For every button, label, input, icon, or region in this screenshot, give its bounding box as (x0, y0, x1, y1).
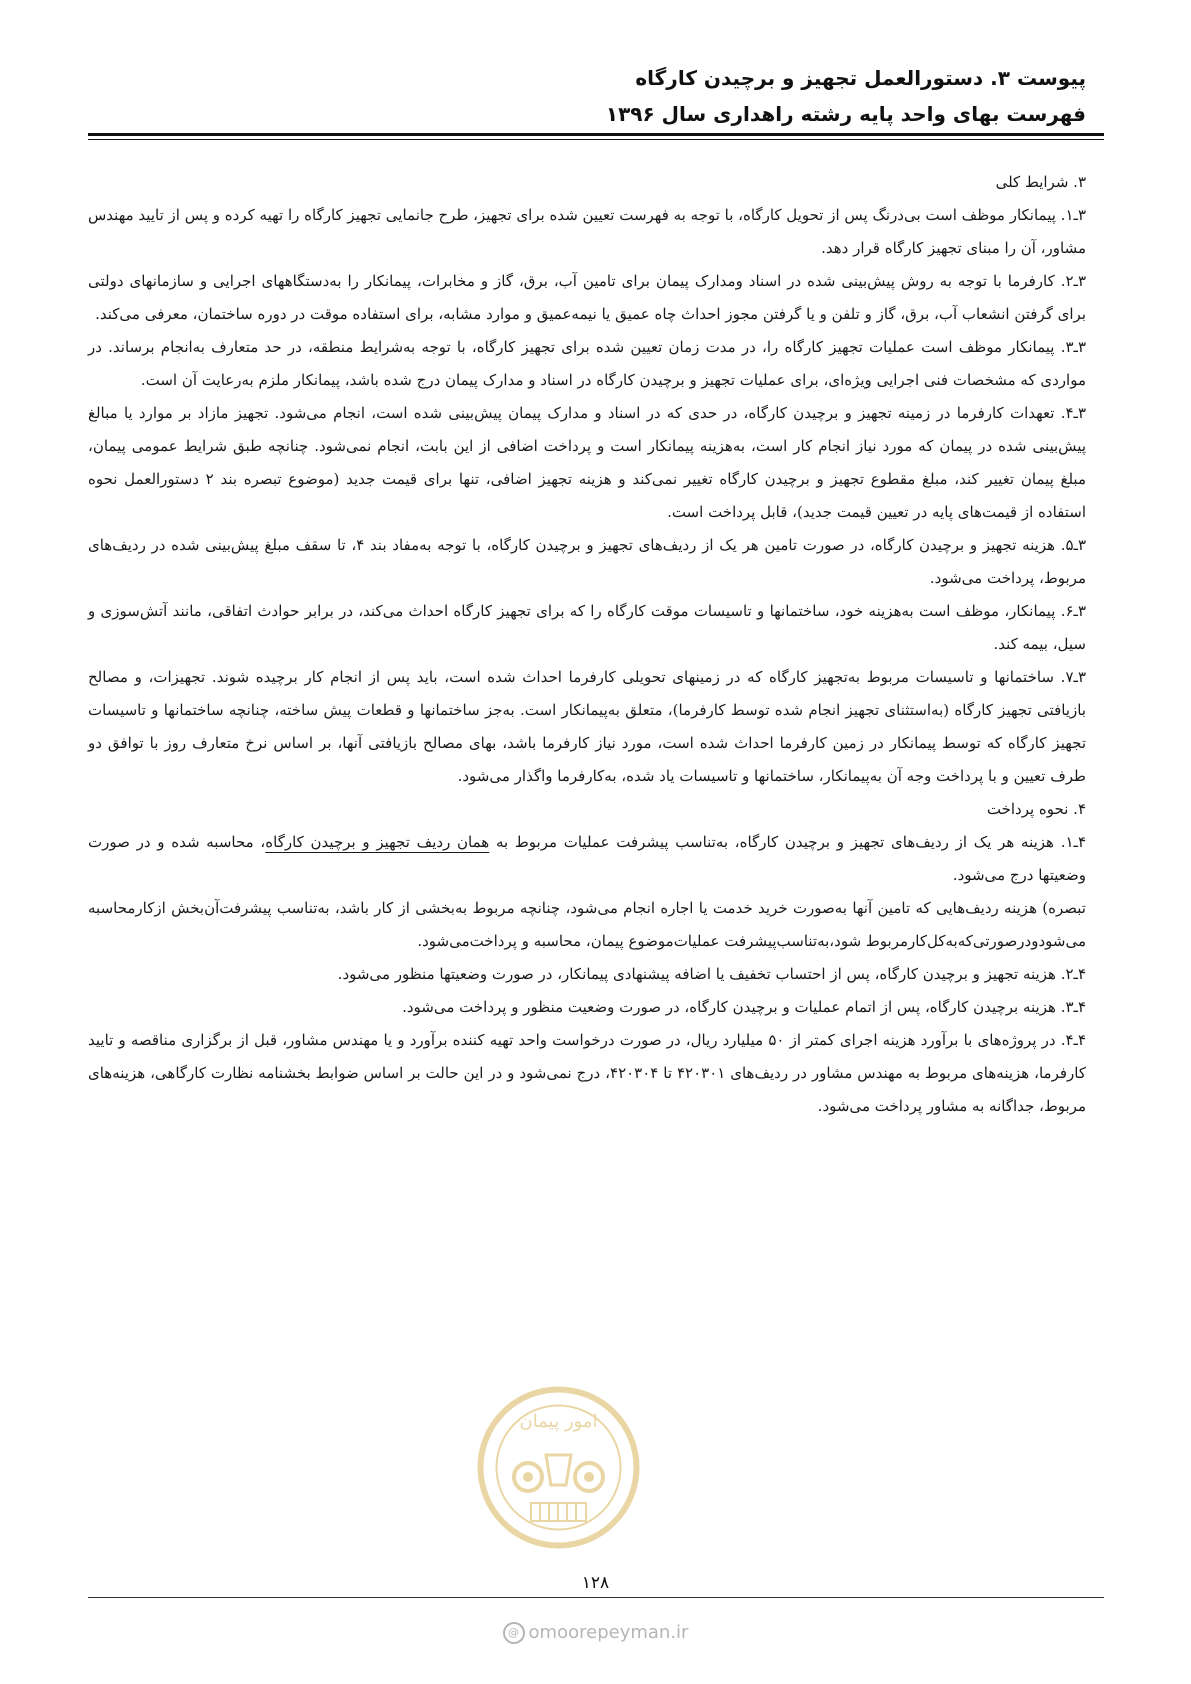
section-3-heading: ۳. شرایط کلی (995, 173, 1086, 191)
header-title-pricelist: فهرست بهای واحد پایه رشته راهداری سال ۱۳۹۶ (605, 102, 1086, 126)
paragraph-3-2: ۳ـ۲. کارفرما با توجه به روش پیش‌بینی شده در اسناد ومدارک پیمان برای تامین آب، برق، گاز و مخابرات، پیمانکار را به‌دستگاههای اجرایی و سازمانهای دولتی برای گرفتن انشعاب آب، برق، گاز و تلفن و یا گرفتن مجوز احداث چاه عمیق یا نیمه‌عمیق و موارد مشابه، برای استفاده موقت در دوره ساختمان، معرفی می‌کند. (88, 272, 1086, 323)
paragraph-3-4: ۳ـ۴. تعهدات کارفرما در زمینه تجهیز و برچیدن کارگاه، در حدی که در اسناد و مدارک پیمان پیش‌بینی شده است، انجام می‌شود. تجهیز مازاد بر موارد یا مبالغ پیش‌بینی شده در پیمان که مورد نیاز انجام کار است، به‌هزینه پیمانکار است و پرداخت اضافی از این بابت، انجام نمی‌شود. چنانچه طبق شرایط عمومی پیمان، مبلغ پیمان تغییر کند، مبلغ مقطوع تجهیز و برچیدن کارگاه تغییر نمی‌کند و هزینه تجهیز اضافی، تنها برای قیمت جدید (موضوع تبصره بند ۲ دستورالعمل نحوه استفاده از قیمت‌های پایه در تعیین قیمت جدید)، قابل پرداخت است. (88, 404, 1086, 521)
paragraph-4-2: ۴ـ۲. هزینه تجهیز و برچیدن کارگاه، پس از احتساب تخفیف یا اضافه پیشنهادی پیمانکار، در صورت وضعیتها منظور می‌شود. (337, 965, 1086, 983)
header-divider-thin (88, 139, 1104, 140)
at-sign-icon: @ (503, 1622, 525, 1644)
document-body (88, 166, 1086, 1123)
footer-divider (88, 1597, 1104, 1598)
header-title-appendix: پیوست ۳. دستورالعمل تجهیز و برچیدن کارگاه (635, 66, 1086, 90)
paragraph-4-1-underlined-text: همان ردیف تجهیز و برچیدن کارگاه (265, 833, 490, 851)
paragraph-3-7: ۳ـ۷. ساختمانها و تاسیسات مربوط به‌تجهیز کارگاه که در زمینهای تحویلی کارفرما احداث شده است، باید پس از انجام کار برچیده شوند. تجهیزات، و مصالح بازیافتی تجهیز کارگاه (به‌استثنای تجهیز انجام شده توسط کارفرما)، متعلق به‌پیمانکار است. به‌جز ساختمانها و قطعات پیش ساخته، چنانچه ساختمانها و تاسیسات تجهیز کارگاه که توسط پیمانکار در زمین کارفرما احداث شده است، مورد نیاز کارفرما باشد، بهای مصالح بازیافتی آنها، بر اساس نرخ متعارف روز با توافق دو طرف تعیین و با پرداخت وجه آن به‌پیمانکار، ساختمانها و تاسیسات یاد شده، به‌کارفرما واگذار می‌شود. (88, 668, 1086, 785)
paragraph-3-6: ۳ـ۶. پیمانکار، موظف است به‌هزینه خود، ساختمانها و تاسیسات موقت کارگاه را که برای تجهیز کارگاه احداث می‌کند، در برابر حوادث اتفاقی، مانند آتش‌سوزی و سیل، بیمه کند. (88, 602, 1086, 653)
paragraph-4-1-text-start: ۴ـ۱. هزینه هر یک از ردیف‌های تجهیز و برچیدن کارگاه، به‌تناسب پیشرفت عملیات مربوط به (489, 833, 1086, 851)
paragraph-3-3: ۳ـ۳. پیمانکار موظف است عملیات تجهیز کارگاه را، در مدت زمان تعیین شده برای تجهیز کارگاه، با توجه به‌شرایط منطقه، در حد متعارف به‌انجام برساند. در مواردی که مشخصات فنی اجرایی ویژه‌ای، برای عملیات تجهیز و برچیدن کارگاه در اسناد و مدارک پیمان درج شده باشد، پیمانکار ملزم به‌رعایت آن است. (88, 338, 1086, 389)
page-header (106, 60, 1086, 132)
page-number: ۱۲۸ (581, 1573, 610, 1593)
paragraph-4-3: ۴ـ۳. هزینه برچیدن کارگاه، پس از اتمام عملیات و برچیدن کارگاه، در صورت وضعیت منظور و پرداخت می‌شود. (402, 998, 1086, 1016)
seal-logo-icon (476, 1385, 641, 1550)
seal-text: امور پیمان (519, 1411, 598, 1432)
watermark-text: omoorepeyman.ir (528, 1622, 689, 1643)
paragraph-4-1-text-end: ، محاسبه شده و در صورت وضعیتها درج می‌شود. (88, 833, 1086, 884)
paragraph-note: تبصره) هزینه ردیف‌هایی که تامین آنها به‌صورت خرید خدمت یا اجاره انجام می‌شود، چنانچه مربوط به‌بخشی از کار باشد، به‌تناسب پیشرفت‌آن‌بخش ازکارمحاسبه می‌شودودرصورتی‌که‌به‌کل‌کارمربوط شود،به‌تناسب‌پیشرفت عملیات‌موضوع پیمان، محاسبه و پرداخت‌می‌شود. (88, 899, 1086, 950)
paragraph-3-5: ۳ـ۵. هزینه تجهیز و برچیدن کارگاه، در صورت تامین هر یک از ردیف‌های تجهیز و برچیدن کارگاه، با توجه به‌مفاد بند ۴، تا سقف مبلغ پیش‌بینی شده در ردیف‌های مربوط، پرداخت می‌شود. (88, 536, 1086, 587)
paragraph-3-1: ۳ـ۱. پیمانکار موظف است بی‌درنگ پس از تحویل کارگاه، با توجه به فهرست تعیین شده برای تجهیز، طرح جانمایی تجهیز کارگاه را تهیه کرده و پس از تایید مهندس مشاور، آن را مبنای تجهیز کارگاه قرار دهد. (88, 206, 1086, 257)
paragraph-4-1 (88, 826, 1086, 892)
section-4-heading: ۴. نحوه پرداخت (986, 800, 1086, 818)
watermark (0, 1622, 1191, 1644)
paragraph-4-4: ۴ـ۴. در پروژه‌های با برآورد هزینه اجرای کمتر از ۵۰ میلیارد ریال، در صورت درخواست واحد تهیه کننده برآورد و یا مهندس مشاور، قبل از برگزاری مناقصه و تایید کارفرما، هزینه‌های مربوط به مهندس مشاور در ردیف‌های ۴۲۰۳۰۱ تا ۴۲۰۳۰۴، درج نمی‌شود و در این حالت بر اساس ضوابط بخشنامه نظارت کارگاهی، هزینه‌های مربوط، جداگانه به مشاور پرداخت می‌شود. (88, 1031, 1086, 1115)
header-divider-thick (88, 133, 1104, 136)
